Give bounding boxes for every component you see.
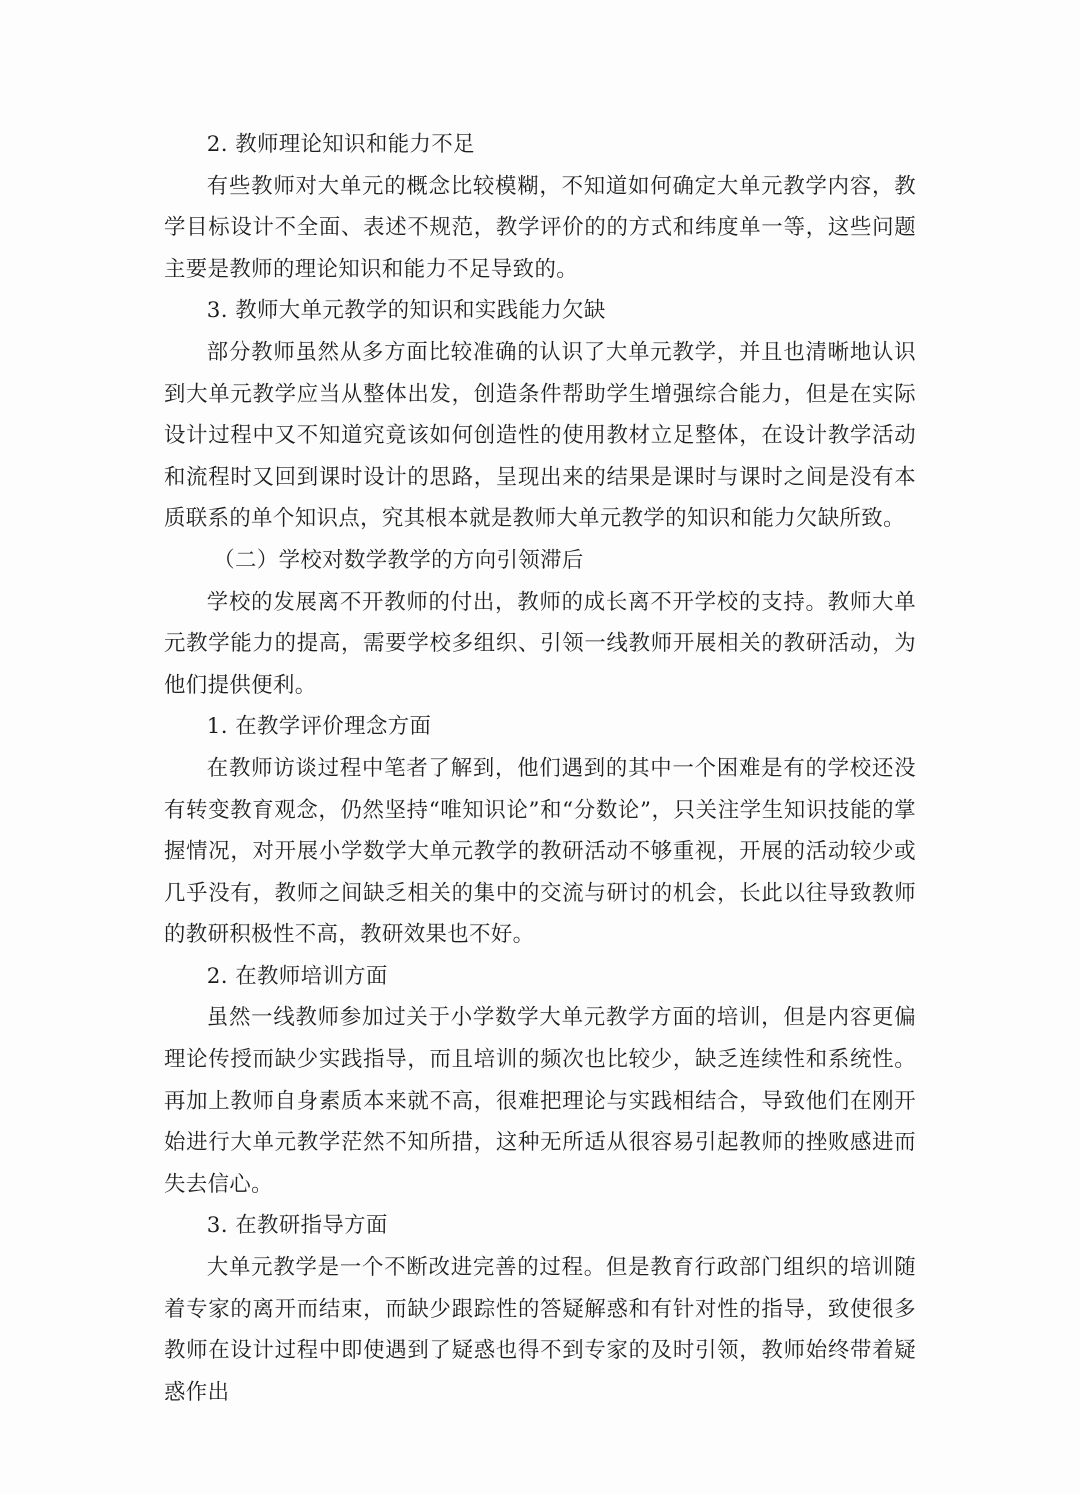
subheading-teacher-practice: 3. 教师大单元教学的知识和实践能力欠缺 [206, 298, 606, 324]
paragraph-research-guidance: 大单元教学是一个不断改进完善的过程。但是教育行政部门组织的培训随着专家的离开而结束，而缺少跟踪性的答疑解惑和有针对性的指导，致使很多教师在设计过程中即使遇到了疑惑也得不到专家的及时引领，教师始终带着疑惑作出 [164, 1255, 916, 1405]
subheading-teacher-training: 2. 在教师培训方面 [206, 963, 388, 989]
paragraph-teacher-training: 虽然一线教师参加过关于小学数学大单元教学方面的培训，但是内容更偏理论传授而缺少实践指导，而且培训的频次也比较少，缺乏连续性和系统性。再加上教师自身素质本来就不高，很难把理论与实践相结合，导致他们在刚开始进行大单元教学茫然不知所措，这种无所适从很容易引起教师的挫败感进而失去信心。 [164, 1005, 916, 1197]
paragraph-evaluation-concept: 在教师访谈过程中笔者了解到，他们遇到的其中一个困难是有的学校还没有转变教育观念，仍然坚持“唯知识论”和“分数论”，只关注学生知识技能的掌握情况，对开展小学数学大单元教学的教研活动不够重视，开展的活动较少或几乎没有，教师之间缺乏相关的集中的交流与研讨的机会，长此以往导致教师的教研积极性不高，教研效果也不好。 [164, 755, 916, 948]
subheading-research-guidance: 3. 在教研指导方面 [206, 1213, 388, 1239]
paragraph-school-guidance: 学校的发展离不开教师的付出，教师的成长离不开学校的支持。教师大单元教学能力的提高，需要学校多组织、引领一线教师开展相关的教研活动，为他们提供便利。 [164, 589, 916, 698]
document-body [164, 124, 916, 1413]
section-heading-school-guidance: （二）学校对数学教学的方向引领滞后 [213, 547, 584, 573]
subheading-teacher-theory: 2. 教师理论知识和能力不足 [206, 132, 475, 157]
subheading-evaluation-concept: 1. 在教学评价理念方面 [206, 714, 432, 740]
paragraph-teacher-theory: 有些教师对大单元的概念比较模糊，不知道如何确定大单元教学内容，教学目标设计不全面、表述不规范，教学评价的的方式和纬度单一等，这些问题主要是教师的理论知识和能力不足导致的。 [164, 173, 916, 282]
paragraph-teacher-practice: 部分教师虽然从多方面比较准确的认识了大单元教学，并且也清晰地认识到大单元教学应当从整体出发，创造条件帮助学生增强综合能力，但是在实际设计过程中又不知道究竟该如何创造性的使用教材立足整体，在设计教学活动和流程时又回到课时设计的思路，呈现出来的结果是课时与课时之间是没有本质联系的单个知识点，究其根本就是教师大单元教学的知识和能力欠缺所致。 [164, 339, 916, 532]
